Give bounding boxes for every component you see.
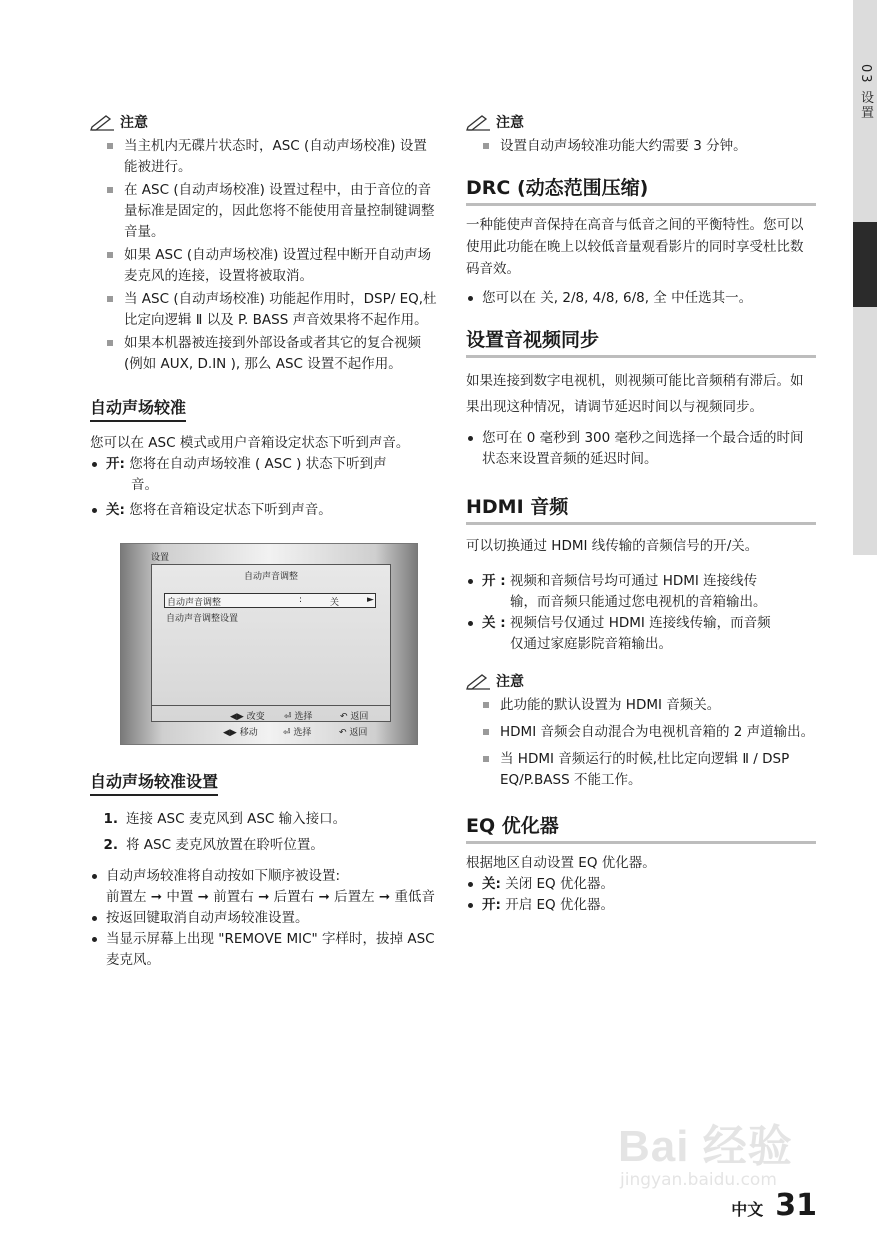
hint-return: ↶ 返回 <box>340 712 369 722</box>
note-item: 当 ASC (自动声场校准) 功能起作用时，DSP/ EQ,杜比定向逻辑 Ⅱ 以及 P. BASS 声音效果将不起作用。 <box>90 289 440 331</box>
hdmi-text: 可以切换通过 HDMI 线传输的音频信号的开/关。 <box>466 538 759 554</box>
speaker-sequence: 前置左 ➞ 中置 ➞ 前置右 ➞ 后置右 ➞ 后置左 ➞ 重低音 <box>106 889 435 905</box>
eq-options <box>466 874 816 916</box>
eq-heading: EQ 优化器 <box>466 811 816 844</box>
hdmi-on-item <box>466 571 816 613</box>
drc-heading: DRC (动态范围压缩) <box>466 173 816 206</box>
note-item: 设置自动声场较准功能大约需要 3 分钟。 <box>466 136 816 157</box>
osd-row-arrow-icon: ► <box>367 595 374 605</box>
eq-on-item <box>466 895 816 916</box>
hdmi-options <box>466 571 816 655</box>
note-item: 当主机内无碟片状态时，ASC (自动声场校准) 设置能被进行。 <box>90 136 440 178</box>
pencil-note-icon <box>90 113 116 131</box>
osd-panel <box>151 564 391 722</box>
note-item: HDMI 音频会自动混合为电视机音箱的 2 声道输出。 <box>466 722 816 743</box>
note-list <box>466 695 816 791</box>
av-sync-heading: 设置音视频同步 <box>466 325 816 358</box>
osd-panel-title: 自动声音调整 <box>243 572 298 582</box>
hint-select: ⏎ 选择 <box>284 712 313 722</box>
step-item <box>90 832 440 858</box>
drc-text: 一种能使声音保持在高音与低音之间的平衡特性。您可以使用此功能在晚上以较低音量观看影片的同时享受杜比数码音效。 <box>466 217 804 277</box>
watermark-logo: Bai 经验 <box>618 1122 793 1171</box>
osd-selected-row[interactable] <box>164 593 376 608</box>
step-number: 1. <box>103 811 118 827</box>
note-title: 注意 <box>496 674 524 690</box>
on-text-cont: 音。 <box>131 477 158 493</box>
note-heading <box>466 671 816 691</box>
drc-bullet: 您可以在 关, 2/8, 4/8, 6/8, 全 中任选其一。 <box>466 288 816 309</box>
off-label: 关: <box>106 502 125 518</box>
osd-hint-bar <box>152 705 390 722</box>
asc-on-item <box>90 454 440 496</box>
hdmi-heading: HDMI 音频 <box>466 492 816 525</box>
setup-bullet-text: 自动声场较准将自动按如下顺序被设置: <box>106 868 341 884</box>
note-heading <box>90 112 440 132</box>
hint-change: ◀▶ 改变 <box>230 712 265 722</box>
on-text: 开启 EQ 优化器。 <box>505 897 614 913</box>
osd-title: 设置 <box>151 553 170 563</box>
on-text: 您将在自动声场较准 ( ASC ) 状态下听到声 <box>129 456 387 472</box>
eq-off-item <box>466 874 816 895</box>
osd-row-value: 关 <box>330 598 340 608</box>
setup-bullet: 按返回键取消自动声场较准设置。 <box>90 908 440 929</box>
osd-row-sep: : <box>299 595 303 605</box>
note-title: 注意 <box>120 115 148 131</box>
hint-select-2: ⏎ 选择 <box>283 728 312 738</box>
on-label: 开 : <box>482 573 506 589</box>
osd-hint-bar-2 <box>151 722 391 738</box>
note-list <box>90 136 440 375</box>
footer-language: 中文 <box>731 1200 764 1219</box>
note-list <box>466 136 816 157</box>
hdmi-off-item <box>466 613 816 655</box>
pencil-note-icon <box>466 672 492 690</box>
note-item: 在 ASC (自动声场校准) 设置过程中，由于音位的音量标准是固定的，因此您将不能使用音量控制键调整音量。 <box>90 180 440 243</box>
asc-setup-heading: 自动声场较准设置 <box>90 769 218 796</box>
av-sync-bullet: 您可在 0 毫秒到 300 毫秒之间选择一个最合适的时间状态来设置音频的延迟时间。 <box>466 428 816 470</box>
off-text: 您将在音箱设定状态下听到声音。 <box>129 502 332 518</box>
osd-row-2[interactable]: 自动声音调整设置 <box>166 614 239 624</box>
off-label: 关: <box>482 876 501 892</box>
on-label: 开: <box>482 897 501 913</box>
pencil-note-icon <box>466 113 492 131</box>
page-number: 31 <box>775 1188 817 1223</box>
off-text: 视频信号仅通过 HDMI 连接线传输，而音频 <box>509 615 771 631</box>
note-title: 注意 <box>496 115 524 131</box>
off-label: 关 : <box>482 615 506 631</box>
step-item <box>90 806 440 832</box>
off-text-cont: 仅通过家庭影院音箱输出。 <box>510 636 672 652</box>
note-item: 当 HDMI 音频运行的时候,杜比定向逻辑 Ⅱ / DSP EQ/P.BASS 不能工作。 <box>466 749 816 791</box>
av-sync-text: 如果连接到数字电视机，则视频可能比音频稍有滞后。如果出现这种情况，请调节延迟时间以与视频同步。 <box>466 373 804 415</box>
chapter-side-tab <box>853 0 877 555</box>
asc-intro: 您可以在 ASC 模式或用户音箱设定状态下听到声音。 <box>90 435 410 451</box>
osd-screenshot <box>120 543 418 745</box>
on-text-cont: 输，而音频只能通过您电视机的音箱输出。 <box>510 594 767 610</box>
osd-row-label: 自动声音调整 <box>167 598 222 608</box>
left-column <box>90 112 440 971</box>
off-text: 关闭 EQ 优化器。 <box>505 876 614 892</box>
step-number: 2. <box>103 837 118 853</box>
drc-options <box>466 288 816 309</box>
note-item: 如果 ASC (自动声场校准) 设置过程中断开自动声场麦克风的连接，设置将被取消。 <box>90 245 440 287</box>
on-label: 开: <box>106 456 125 472</box>
baidu-watermark <box>618 1110 793 1190</box>
note-item: 此功能的默认设置为 HDMI 音频关。 <box>466 695 816 716</box>
asc-off-item <box>90 500 440 521</box>
watermark-url: jingyan.baidu.com <box>620 1170 777 1190</box>
note-heading <box>466 112 816 132</box>
hint-return-2: ↶ 返回 <box>339 728 368 738</box>
note-item: 如果本机器被连接到外部设备或者其它的复合视频 (例如 AUX, D.IN ), 那么 ASC 设置不起作用。 <box>90 333 440 375</box>
eq-text: 根据地区自动设置 EQ 优化器。 <box>466 855 656 871</box>
step-text: 连接 ASC 麦克风到 ASC 输入接口。 <box>126 811 347 827</box>
on-text: 视频和音频信号均可通过 HDMI 连接线传 <box>509 573 758 589</box>
right-column <box>466 112 816 916</box>
setup-bullets <box>90 866 440 971</box>
av-sync-options <box>466 428 816 470</box>
setup-steps <box>90 806 440 858</box>
setup-bullet: 当显示屏幕上出现 "REMOVE MIC" 字样时，拔掉 ASC 麦克风。 <box>90 929 440 971</box>
setup-bullet <box>90 866 440 908</box>
hint-move: ◀▶ 移动 <box>223 728 258 738</box>
asc-options <box>90 454 440 521</box>
page-footer <box>731 1188 817 1223</box>
asc-heading: 自动声场较准 <box>90 395 186 422</box>
chapter-marker <box>853 222 877 307</box>
step-text: 将 ASC 麦克风放置在聆听位置。 <box>126 837 324 853</box>
chapter-label: 03 设置 <box>858 64 873 121</box>
